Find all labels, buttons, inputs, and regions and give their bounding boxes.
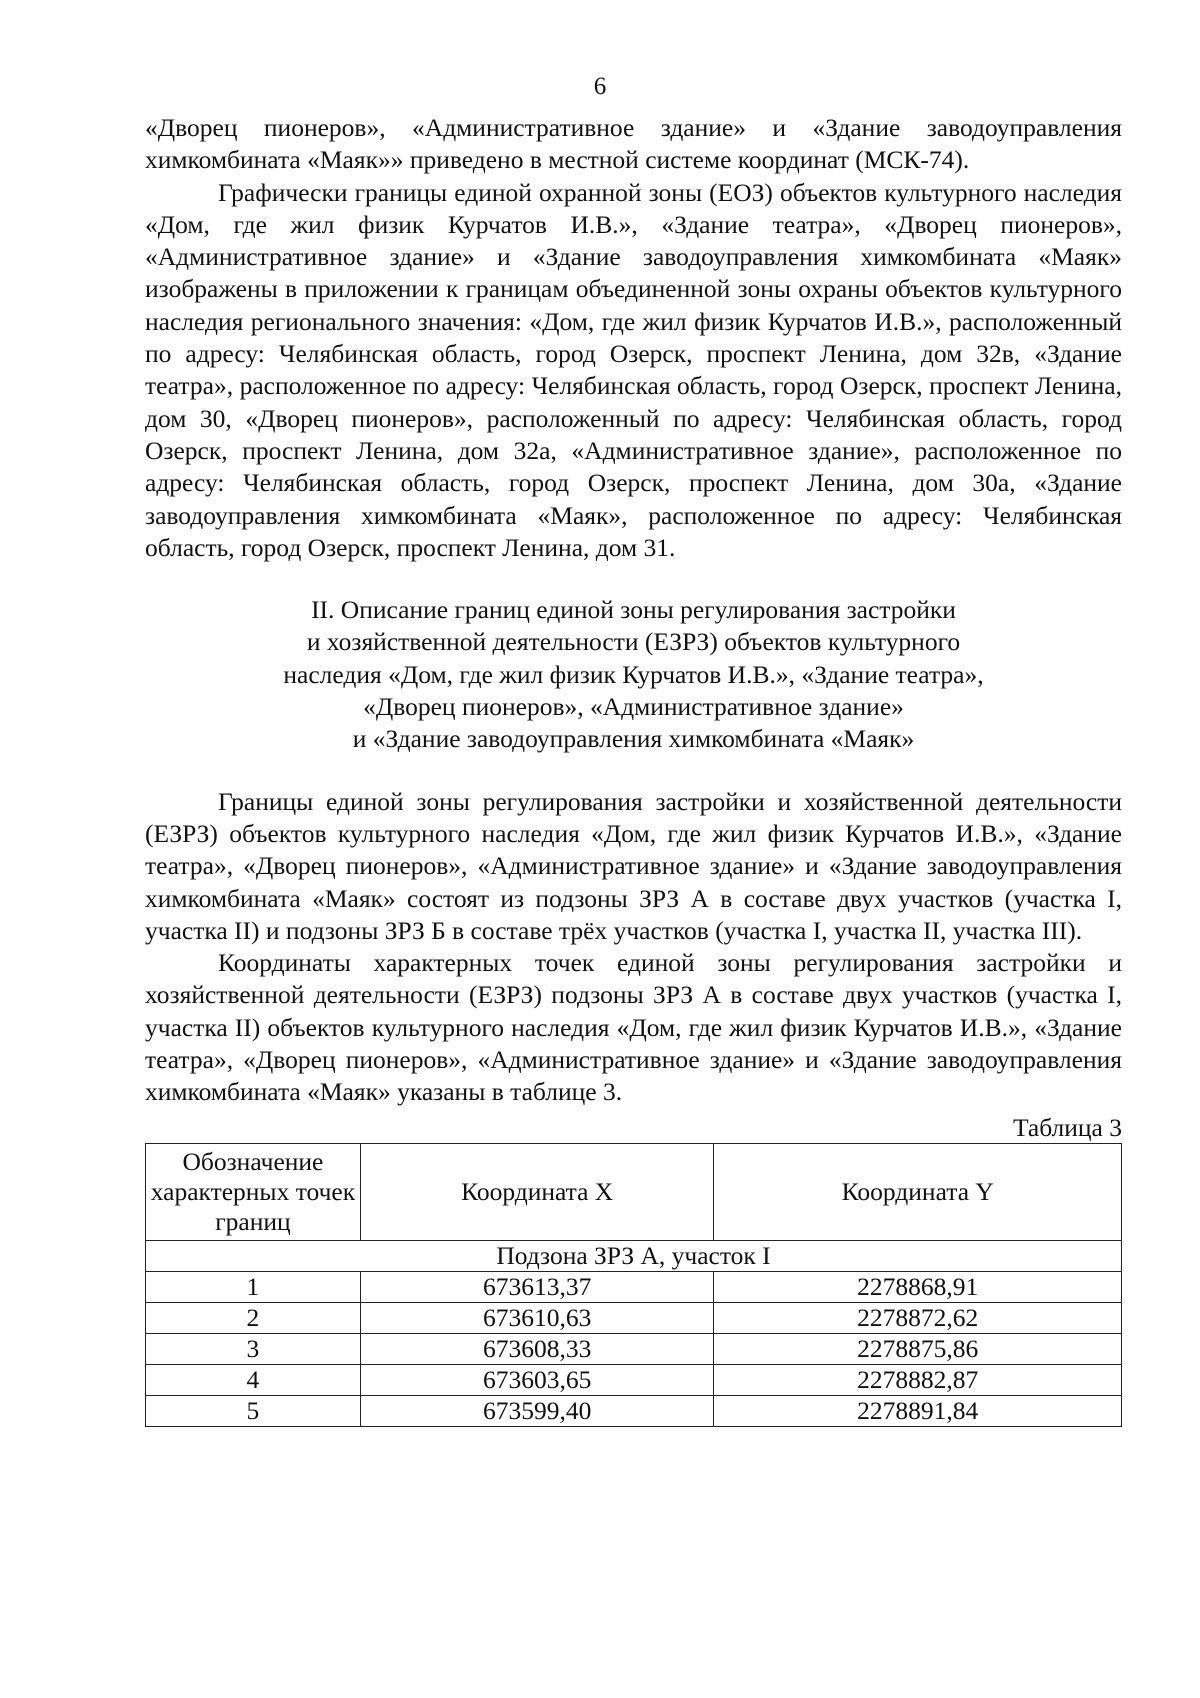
header-coordinate-y: Координата Y: [714, 1143, 1122, 1240]
table-caption: Таблица 3: [1012, 1112, 1122, 1142]
section-title-line: «Дворец пионеров», «Административное здание»: [363, 692, 904, 722]
section-title: [145, 594, 1122, 755]
cell-y: 2278872,62: [714, 1302, 1122, 1333]
cell-point: 1: [146, 1271, 361, 1302]
cell-y: 2278868,91: [714, 1271, 1122, 1302]
cell-point: 3: [146, 1333, 361, 1364]
cell-y: 2278891,84: [714, 1395, 1122, 1426]
cell-x: 673603,65: [360, 1364, 714, 1395]
cell-x: 673599,40: [360, 1395, 714, 1426]
cell-x: 673610,63: [360, 1302, 714, 1333]
table-row: [146, 1302, 1122, 1333]
header-coordinate-x: Координата X: [360, 1143, 714, 1240]
section-title-line: и «Здание заводоуправления химкомбината «Маяк»: [352, 724, 915, 754]
table-row: [146, 1364, 1122, 1395]
coordinates-table: [145, 1143, 1122, 1427]
cell-x: 673608,33: [360, 1333, 714, 1364]
table-row: [146, 1395, 1122, 1426]
section-title-line: II. Описание границ единой зоны регулирования застройки: [311, 595, 956, 625]
section-title-line: и хозяйственной деятельности (ЕЗРЗ) объектов культурного: [306, 627, 961, 657]
table-row: [146, 1333, 1122, 1364]
spacer: [145, 756, 1122, 786]
subzone-label: Подзона ЗРЗ А, участок I: [146, 1240, 1122, 1271]
cell-y: 2278882,87: [714, 1364, 1122, 1395]
document-body: [145, 112, 1122, 1427]
page-number: 6: [593, 73, 607, 100]
table-row: [146, 1271, 1122, 1302]
paragraph-ezrz-coordinates: Координаты характерных точек единой зоны регулирования застройки и хозяйственной деятельности (ЕЗРЗ) подзоны ЗРЗ А в составе двух участков (участка I, участка II) объектов культурного наследия «Дом, где жил физик Курчатов И.В.», «Здание театра», «Дворец пионеров», «Административное здание» и «Здание заводоуправления химкомбината «Маяк» указаны в таблице 3.: [145, 948, 1122, 1107]
cell-x: 673613,37: [360, 1271, 714, 1302]
cell-point: 4: [146, 1364, 361, 1395]
cell-point: 2: [146, 1302, 361, 1333]
paragraph-eoz-graphics: Графически границы единой охранной зоны (ЕОЗ) объектов культурного наследия «Дом, где жил физик Курчатов И.В.», «Здание театра», «Дворец пионеров», «Административное здание» и «Здание заводоуправления химкомбината «Маяк» изображены в приложении к границам объединенной зоны охраны объектов культурного наследия регионального значения: «Дом, где жил физик Курчатов И.В.», расположенный по адресу: Челябинская область, город Озерск, проспект Ленина, дом 32в, «Здание театра», расположенное по адресу: Челябинская область, город Озерск, проспект Ленина, дом 30, «Дворец пионеров», расположенный по адресу: Челябинская область, город Озерск, проспект Ленина, дом 32а, «Административное здание», расположенное по адресу: Челябинская область, город Озерск, проспект Ленина, дом 30а, «Здание заводоуправления химкомбината «Маяк», расположенное по адресу: Челябинская область, город Озерск, проспект Ленина, дом 31.: [145, 177, 1122, 562]
cell-y: 2278875,86: [714, 1333, 1122, 1364]
table-header-row: [146, 1143, 1122, 1240]
header-point-designation: Обозначение характерных точек границ: [146, 1143, 361, 1240]
section-title-line: наследия «Дом, где жил физик Курчатов И.В.», «Здание театра»,: [283, 659, 984, 689]
table-subheader-row: [146, 1240, 1122, 1271]
cell-point: 5: [146, 1395, 361, 1426]
paragraph-continuation: «Дворец пионеров», «Административное здание» и «Здание заводоуправления химкомбината «Маяк»» приведено в местной системе координат (МСК-74).: [145, 113, 1122, 175]
paragraph-ezrz-boundaries: Границы единой зоны регулирования застройки и хозяйственной деятельности (ЕЗРЗ) объектов культурного наследия «Дом, где жил физик Курчатов И.В.», «Здание театра», «Дворец пионеров», «Административное здание» и «Здание заводоуправления химкомбината «Маяк» состоят из подзоны ЗРЗ А в составе двух участков (участка I, участка II) и подзоны ЗРЗ Б в составе трёх участков (участка I, участка II, участка III).: [145, 786, 1122, 945]
